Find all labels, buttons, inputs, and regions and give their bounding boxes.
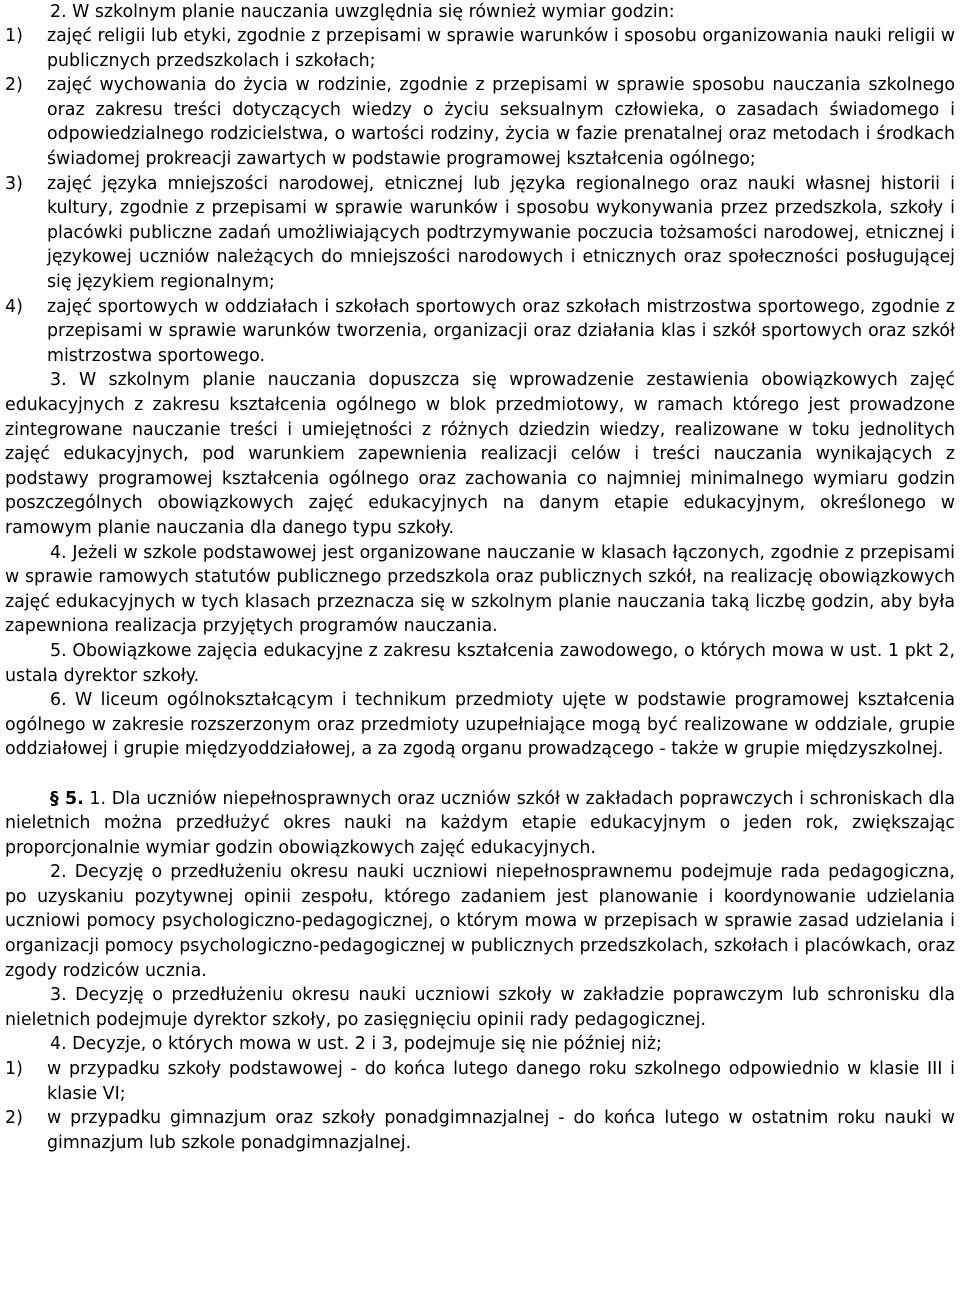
paragraph-6: 6. W liceum ogólnokształcącym i technikum przedmioty ujęte w podstawie programowej kształcenia ogólnego w zakresie rozszerzonym oraz przedmioty uzupełniające mogą być realizowane w oddziale, grupie oddziałowej i grupie międzyoddziałowej, a za zgodą organu prowadzącego - także w grupie międzyszkolnej.: [5, 690, 955, 760]
list-item-number: 1): [5, 1059, 23, 1080]
section-sign: § 5.: [50, 788, 84, 809]
list-item-text: zajęć wychowania do życia w rodzinie, zgodnie z przepisami w sprawie sposobu nauczania szkolnego oraz zakresu treści dotyczących wiedzy o życiu seksualnym człowieka, o zasadach świadomego i odpowiedzialnego rodzicielstwa, o wartości rodziny, życia w fazie prenatalnej oraz metodach i środkach świadomej prokreacji zawartych w podstawie programowej kształcenia ogólnego;: [47, 75, 955, 170]
list-item: [5, 24, 955, 73]
list-item: [5, 295, 955, 369]
list-item-number: 2): [5, 1108, 23, 1129]
paragraph-2-intro: 2. W szkolnym planie nauczania uwzględnia się również wymiar godzin:: [50, 1, 675, 22]
section-5-paragraph-1: [5, 787, 955, 861]
list-item-number: 1): [5, 26, 23, 47]
list-item-number: 4): [5, 296, 23, 317]
list-item-number: 2): [5, 75, 23, 96]
list-item: [5, 172, 955, 295]
list-item-text: w przypadku gimnazjum oraz szkoły ponadgimnazjalnej - do końca lutego w ostatnim roku nauki w gimnazjum lub szkole ponadgimnazjalnej.: [47, 1108, 955, 1153]
section-5-paragraph-2: 2. Decyzję o przedłużeniu okresu nauki uczniowi niepełnosprawnemu podejmuje rada pedagogiczna, po uzyskaniu pozytywnej opinii zespołu, którego zadaniem jest planowanie i koordynowanie udzielania uczniowi pomocy psychologiczno-pedagogicznej, o którym mowa w przepisach w sprawie zasad udzielania i organizacji pomocy psychologiczno-pedagogicznej w publicznych przedszkolach, szkołach i placówkach, oraz zgody rodziców ucznia.: [5, 862, 955, 981]
hours-list: [5, 24, 955, 368]
list-item: [5, 73, 955, 171]
list-item: [5, 1106, 955, 1155]
section-5-paragraph-3: 3. Decyzję o przedłużeniu okresu nauki uczniowi szkoły w zakładzie poprawczym lub schronisku dla nieletnich podejmuje dyrektor szkoły, po zasięgnięciu opinii rady pedagogicznej.: [5, 985, 955, 1030]
paragraph-4: 4. Jeżeli w szkole podstawowej jest organizowane nauczanie w klasach łączonych, zgodnie z przepisami w sprawie ramowych statutów publicznego przedszkola oraz publicznych szkół, na realizację obowiązkowych zajęć edukacyjnych w tych klasach przeznacza się w szkolnym planie nauczania taką liczbę godzin, aby była zapewniona realizacja przyjętych programów nauczania.: [5, 542, 955, 637]
list-item-text: zajęć języka mniejszości narodowej, etnicznej lub języka regionalnego oraz nauki własnej historii i kultury, zgodnie z przepisami w sprawie warunków i sposobu wykonywania przez przedszkola, szkoły i placówki publiczne zadań umożliwiających podtrzymywanie poczucia tożsamości narodowej, etnicznej i językowej uczniów należących do mniejszości narodowych i etnicznych oraz społeczności posługującej się językiem regionalnym;: [47, 173, 955, 293]
list-item-text: zajęć religii lub etyki, zgodnie z przepisami w sprawie warunków i sposobu organizowania nauki religii w publicznych przedszkolach i szkołach;: [47, 26, 955, 71]
decisions-list: [5, 1057, 955, 1155]
section-spacer: [5, 762, 955, 787]
section-5-paragraph-1-text: 1. Dla uczniów niepełnosprawnych oraz uczniów szkół w zakładach poprawczych i schroniskach dla nieletnich można przedłużyć okres nauki na każdym etapie edukacyjnym o jeden rok, zwiększając proporcjonalnie wymiar godzin obowiązkowych zajęć edukacyjnych.: [5, 788, 955, 858]
list-item-text: zajęć sportowych w oddziałach i szkołach sportowych oraz szkołach mistrzostwa sportowego, zgodnie z przepisami w sprawie warunków tworzenia, organizacji oraz działania klas i szkół sportowych oraz szkół mistrzostwa sportowego.: [47, 296, 955, 366]
paragraph-5: 5. Obowiązkowe zajęcia edukacyjne z zakresu kształcenia zawodowego, o których mowa w ust. 1 pkt 2, ustala dyrektor szkoły.: [5, 640, 955, 686]
paragraph-3: 3. W szkolnym planie nauczania dopuszcza się wprowadzenie zestawienia obowiązkowych zajęć edukacyjnych z zakresu kształcenia ogólnego w blok przedmiotowy, w ramach którego jest prowadzone zintegrowane nauczanie treści i umiejętności z różnych dziedzin wiedzy, realizowane w toku jednolitych zajęć edukacyjnych, pod warunkiem zapewnienia realizacji celów i treści nauczania wynikających z podstawy programowej kształcenia ogólnego oraz zachowania co najmniej minimalnego wymiaru godzin poszczególnych obowiązkowych zajęć edukacyjnych na danym etapie edukacyjnym, określonego w ramowym planie nauczania dla danego typu szkoły.: [5, 370, 955, 538]
list-item-number: 3): [5, 173, 23, 194]
section-5-paragraph-4: 4. Decyzje, o których mowa w ust. 2 i 3, podejmuje się nie później niż;: [50, 1034, 662, 1055]
list-item: [5, 1057, 955, 1106]
list-item-text: w przypadku szkoły podstawowej - do końca lutego danego roku szkolnego odpowiednio w klasie III i klasie VI;: [47, 1059, 955, 1104]
